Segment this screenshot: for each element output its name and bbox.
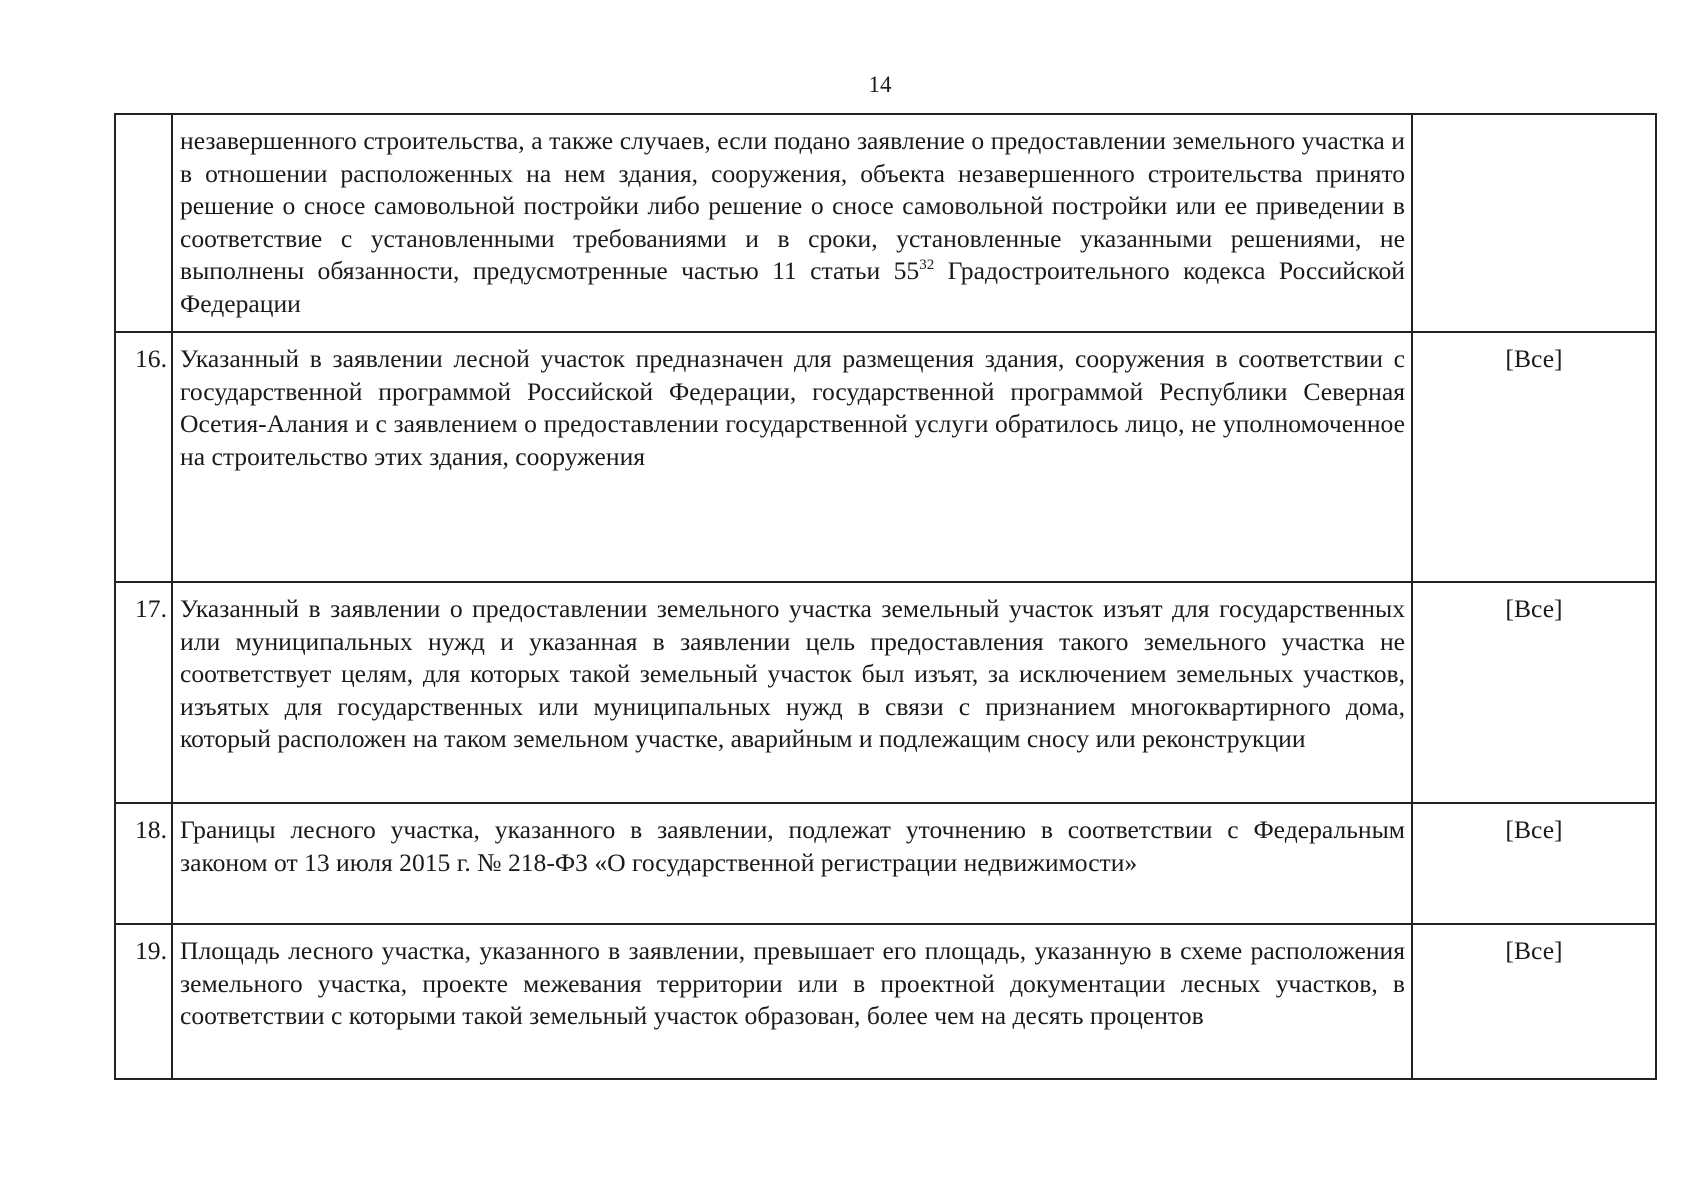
row-text-cell xyxy=(172,114,1412,332)
row-number-cell: 17. xyxy=(115,582,172,803)
row-number-cell: 18. xyxy=(115,803,172,924)
row-scope-cell: [Все] xyxy=(1412,332,1656,582)
row-text-cell: Указанный в заявлении о предоставлении земельного участка земельный участок изъят для государственных или муниципальных нужд и указанная в заявлении цель предоставления такого земельного участка не соответствует целям, для которых такой земельный участок был изъят, за исключением земельных участков, изъятых для государственных или муниципальных нужд в связи с признанием многоквартирного дома, который расположен на таком земельном участке, аварийным и подлежащим сносу или реконструкции xyxy=(172,582,1412,803)
table-row xyxy=(115,332,1656,582)
row-number-cell xyxy=(115,114,172,332)
refusal-grounds-table xyxy=(114,113,1657,1080)
table-row-continuation xyxy=(115,114,1656,332)
row-text-cell: Площадь лесного участка, указанного в заявлении, превышает его площадь, указанную в схеме расположения земельного участка, проекте межевания территории или в проектной документации лесных участков, в соответствии с которыми такой земельный участок образован, более чем на десять процентов xyxy=(172,924,1412,1079)
table-row xyxy=(115,803,1656,924)
row-number-cell: 19. xyxy=(115,924,172,1079)
row-text-superscript: 32 xyxy=(919,257,935,273)
row-scope-cell: [Все] xyxy=(1412,924,1656,1079)
table-row xyxy=(115,582,1656,803)
row-text-main: незавершенного строительства, а также случаев, если подано заявление о предоставлении земельного участка и в отношении расположенных на нем здания, сооружения, объекта незавершенного строительства принято решение о сносе самовольной постройки либо решение о сносе самовольной постройки или ее приведении в соответствие с установленными требованиями и в сроки, установленные указанными решениями, не выполнены обязанности, предусмотренные частью 11 статьи 55 xyxy=(180,126,1405,285)
row-text-cell: Границы лесного участка, указанного в заявлении, подлежат уточнению в соответствии с Федеральным законом от 13 июля 2015 г. № 218-ФЗ «О государственной регистрации недвижимости» xyxy=(172,803,1412,924)
table-row xyxy=(115,924,1656,1079)
row-scope-cell xyxy=(1412,114,1656,332)
row-scope-cell: [Все] xyxy=(1412,803,1656,924)
row-scope-cell: [Все] xyxy=(1412,582,1656,803)
row-text-tail: Градостроительного кодекса Российской Федерации xyxy=(180,256,1405,318)
row-text-cell: Указанный в заявлении лесной участок предназначен для размещения здания, сооружения в соответствии с государственной программой Российской Федерации, государственной программой Республики Северная Осетия-Алания и с заявлением о предоставлении государственной услуги обратилось лицо, не уполномоченное на строительство этих здания, сооружения xyxy=(172,332,1412,582)
page-number: 14 xyxy=(868,72,892,97)
row-number-cell: 16. xyxy=(115,332,172,582)
